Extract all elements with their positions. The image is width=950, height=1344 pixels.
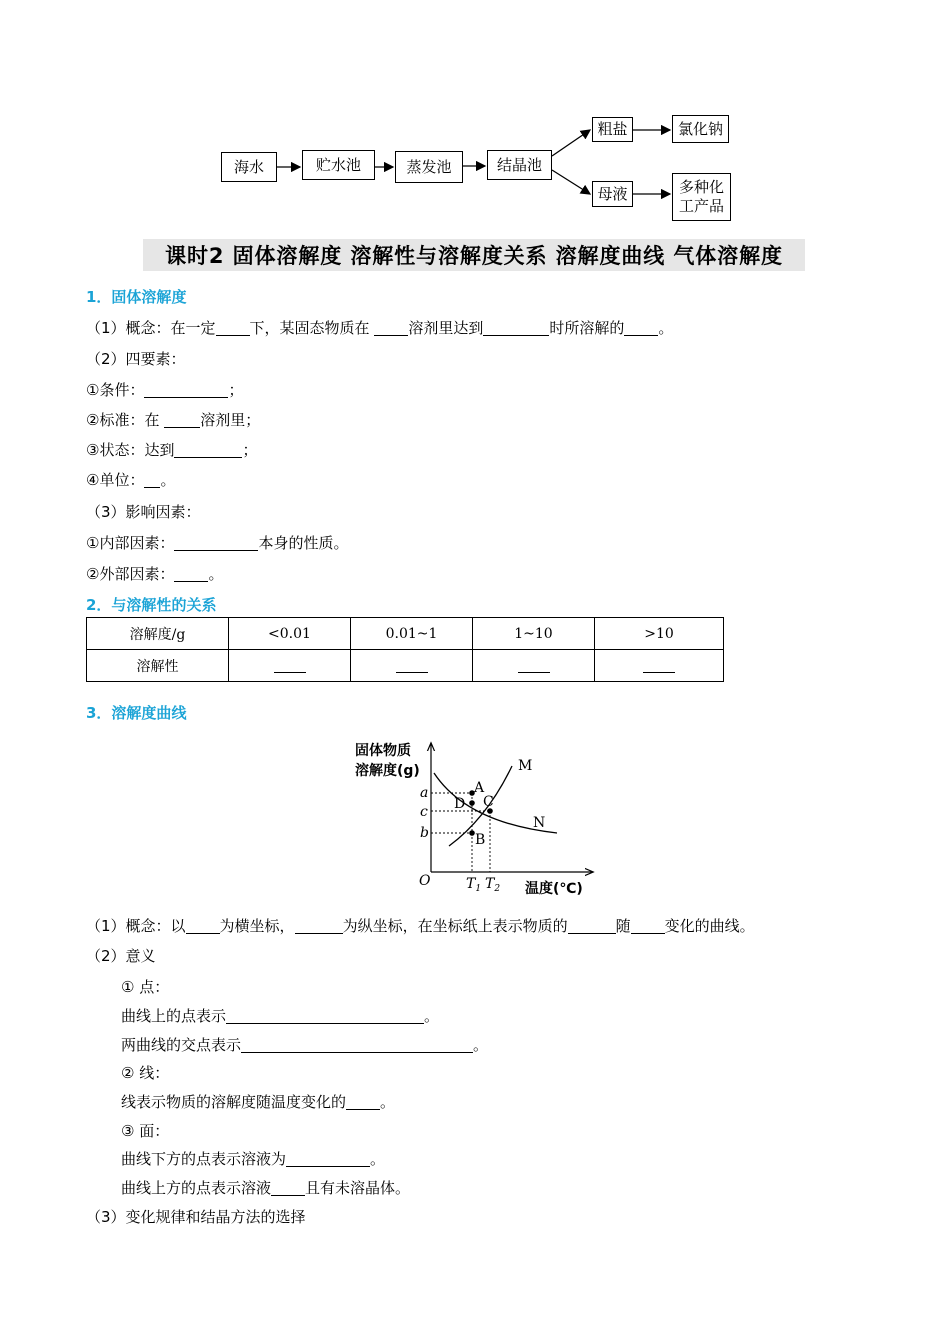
s3-meaning: （2）意义: [86, 947, 156, 965]
s3-intersection: [121, 1034, 488, 1055]
section3-heading: 3．溶解度曲线: [86, 704, 187, 722]
y-axis-label-2: 溶解度(g): [355, 763, 420, 779]
blank[interactable]: [144, 382, 228, 398]
blank[interactable]: [174, 535, 258, 551]
flow-box-chem-products: [672, 173, 731, 221]
blank[interactable]: [164, 412, 200, 428]
blank[interactable]: [346, 1094, 380, 1110]
text: 。: [208, 565, 224, 583]
text: 。: [380, 1093, 396, 1111]
t2-text: T: [485, 876, 495, 892]
flow-arrows: [215, 108, 740, 224]
x-axis-label: 温度(℃): [525, 881, 583, 897]
text: ②标准：在: [86, 411, 165, 429]
solubility-curve-graph: [352, 738, 602, 900]
s3-point: ① 点：: [121, 978, 170, 996]
blank[interactable]: [295, 918, 343, 934]
seawater-flow-diagram: [215, 108, 740, 224]
s3-below-curve: [121, 1148, 385, 1169]
text: 变化的曲线。: [664, 917, 755, 935]
s1-internal: [86, 532, 348, 553]
s1-standard: [86, 409, 260, 430]
blank[interactable]: [186, 918, 220, 934]
text: （1）概念：在一定: [86, 319, 216, 337]
section1-heading: 1．固体溶解度: [86, 288, 187, 306]
text: 溶剂里达到: [408, 319, 484, 337]
table-cell: <0.01: [229, 618, 351, 650]
table-cell: 溶解性: [87, 650, 229, 682]
label-a: a: [420, 785, 429, 801]
text: 曲线下方的点表示溶液为: [121, 1150, 287, 1168]
flow-box-crude-salt: 粗盐: [592, 117, 633, 142]
blank[interactable]: [216, 320, 250, 336]
lesson-title: 课时2 固体溶解度 溶解性与溶解度关系 溶解度曲线 气体溶解度: [143, 239, 805, 271]
solubility-table: [86, 617, 724, 682]
s3-area: ③ 面：: [121, 1122, 170, 1140]
label-C: C: [483, 794, 494, 810]
table-cell: 溶解度/g: [87, 618, 229, 650]
table-row: [87, 650, 724, 682]
blank[interactable]: [624, 320, 658, 336]
text: ③状态：达到: [86, 441, 175, 459]
flow-box-seawater: 海水: [221, 152, 277, 182]
blank[interactable]: [643, 658, 675, 673]
label-t1: [466, 876, 481, 894]
label-t2: [485, 876, 500, 894]
table-cell: 1~10: [473, 618, 595, 650]
s1-concept: [86, 317, 673, 338]
text: ②外部因素：: [86, 565, 175, 583]
t2-sub: 2: [494, 884, 501, 894]
s3-rules: （3）变化规律和结晶方法的选择: [86, 1208, 306, 1226]
flow-box-reservoir: 贮水池: [302, 150, 375, 180]
blank[interactable]: [396, 658, 428, 673]
text: 曲线上方的点表示溶液: [121, 1179, 272, 1197]
table-cell: [473, 650, 595, 682]
chem-products-line2: 工产品: [678, 197, 724, 215]
s1-factors: （3）影响因素：: [86, 503, 201, 521]
table-cell: 0.01~1: [351, 618, 473, 650]
blank[interactable]: [286, 1151, 370, 1167]
y-axis-label-1: 固体物质: [355, 743, 411, 759]
table-row: [87, 618, 724, 650]
s1-unit: [86, 469, 175, 490]
text: 时所溶解的: [549, 319, 625, 337]
s3-concept: [86, 915, 755, 936]
blank[interactable]: [174, 566, 208, 582]
blank[interactable]: [483, 320, 549, 336]
chem-products-line1: 多种化: [678, 178, 724, 197]
t1-sub: 1: [475, 884, 482, 894]
text: ；: [228, 381, 244, 399]
blank[interactable]: [226, 1008, 424, 1024]
label-M: M: [518, 758, 533, 774]
table-cell: >10: [595, 618, 724, 650]
s3-line: ② 线：: [121, 1064, 170, 1082]
s3-line-desc: [121, 1091, 395, 1112]
blank[interactable]: [174, 442, 242, 458]
blank[interactable]: [274, 658, 306, 673]
text: 。: [370, 1150, 386, 1168]
point-b: [469, 830, 475, 836]
table-cell: [351, 650, 473, 682]
text: 。: [658, 319, 674, 337]
table-cell: [595, 650, 724, 682]
blank[interactable]: [631, 918, 665, 934]
text: 随: [615, 917, 631, 935]
s1-four-elements: （2）四要素：: [86, 350, 186, 368]
s1-state: [86, 439, 257, 460]
text: 曲线上的点表示: [121, 1007, 227, 1025]
text: （1）概念：以: [86, 917, 186, 935]
text: ①条件：: [86, 381, 145, 399]
table-cell: [229, 650, 351, 682]
blank[interactable]: [374, 320, 408, 336]
text: ①内部因素：: [86, 534, 175, 552]
blank[interactable]: [241, 1037, 473, 1053]
t1-text: T: [466, 876, 476, 892]
flow-box-mother-liquor: 母液: [592, 181, 633, 207]
flow-box-crystallization: 结晶池: [487, 150, 552, 180]
text: 为纵坐标，在坐标纸上表示物质的: [342, 917, 568, 935]
text: 下，某固态物质在: [249, 319, 375, 337]
s1-condition: [86, 379, 243, 400]
label-c: c: [420, 804, 428, 820]
text: 。: [473, 1036, 489, 1054]
blank[interactable]: [568, 918, 616, 934]
text: ；: [242, 441, 258, 459]
text: 且有未溶晶体。: [305, 1179, 411, 1197]
s3-point-on-curve: [121, 1005, 439, 1026]
text: 本身的性质。: [258, 534, 349, 552]
section2-heading: 2．与溶解性的关系: [86, 596, 217, 614]
point-d: [469, 800, 475, 806]
text: 。: [424, 1007, 440, 1025]
text: 为横坐标，: [219, 917, 295, 935]
blank[interactable]: [518, 658, 550, 673]
label-D: D: [454, 796, 466, 812]
s3-above-curve: [121, 1177, 410, 1198]
text: ④单位：: [86, 471, 145, 489]
label-N: N: [533, 815, 546, 831]
label-origin: O: [419, 873, 431, 889]
text: 。: [160, 471, 176, 489]
flow-box-evaporation: 蒸发池: [395, 151, 463, 183]
label-A: A: [474, 780, 485, 796]
text: 线表示物质的溶解度随温度变化的: [121, 1093, 347, 1111]
s1-external: [86, 563, 223, 584]
label-B: B: [475, 832, 486, 848]
text: 两曲线的交点表示: [121, 1036, 242, 1054]
text: 溶剂里；: [200, 411, 261, 429]
blank[interactable]: [271, 1180, 305, 1196]
blank[interactable]: [144, 472, 160, 488]
flow-box-nacl: 氯化钠: [672, 115, 729, 143]
label-b: b: [420, 825, 429, 841]
